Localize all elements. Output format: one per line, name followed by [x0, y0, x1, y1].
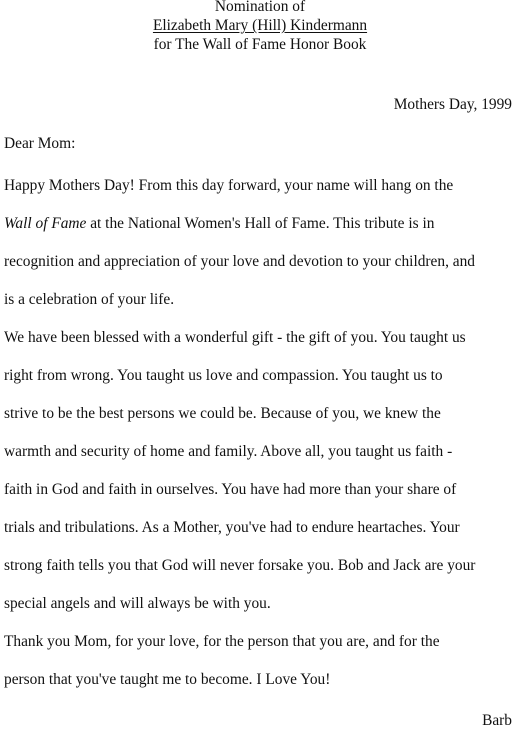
- body-line: [4, 205, 514, 243]
- body-line: Thank you Mom, for your love, for the person that you are, and for the: [4, 633, 440, 650]
- body-line: recognition and appreciation of your love and devotion to your children, and: [4, 253, 475, 270]
- header-line-honor-book: for The Wall of Fame Honor Book: [153, 36, 367, 53]
- letter-body: [4, 167, 514, 699]
- letter-header: [0, 0, 520, 54]
- body-line: trials and tribulations. As a Mother, you've had to endure heartaches. Your: [4, 519, 460, 536]
- body-line: We have been blessed with a wonderful gift - the gift of you. You taught us: [4, 329, 466, 346]
- body-line: warmth and security of home and family. Above all, you taught us faith -: [4, 443, 453, 460]
- body-line: is a celebration of your life.: [4, 291, 175, 308]
- body-line: person that you've taught me to become. I Love You!: [4, 671, 331, 688]
- body-line-text: at the National Women's Hall of Fame. This tribute is in: [86, 215, 435, 232]
- salutation: Dear Mom:: [4, 135, 76, 152]
- header-line-nomination: Nomination of: [214, 0, 306, 15]
- body-line: special angels and will always be with you.: [4, 595, 271, 612]
- nominee-name: Elizabeth Mary (Hill) Kindermann: [152, 17, 368, 34]
- body-line: strong faith tells you that God will never forsake you. Bob and Jack are your: [4, 557, 476, 574]
- body-line: faith in God and faith in ourselves. You have had more than your share of: [4, 481, 457, 498]
- body-line: right from wrong. You taught us love and compassion. You taught us to: [4, 367, 443, 384]
- signature: Barb: [482, 712, 512, 729]
- body-line: strive to be the best persons we could be. Because of you, we knew the: [4, 405, 441, 422]
- letter-date: Mothers Day, 1999: [393, 96, 512, 113]
- body-line: Happy Mothers Day! From this day forward, your name will hang on the: [4, 177, 454, 194]
- wall-of-fame-italic: Wall of Fame: [4, 215, 87, 232]
